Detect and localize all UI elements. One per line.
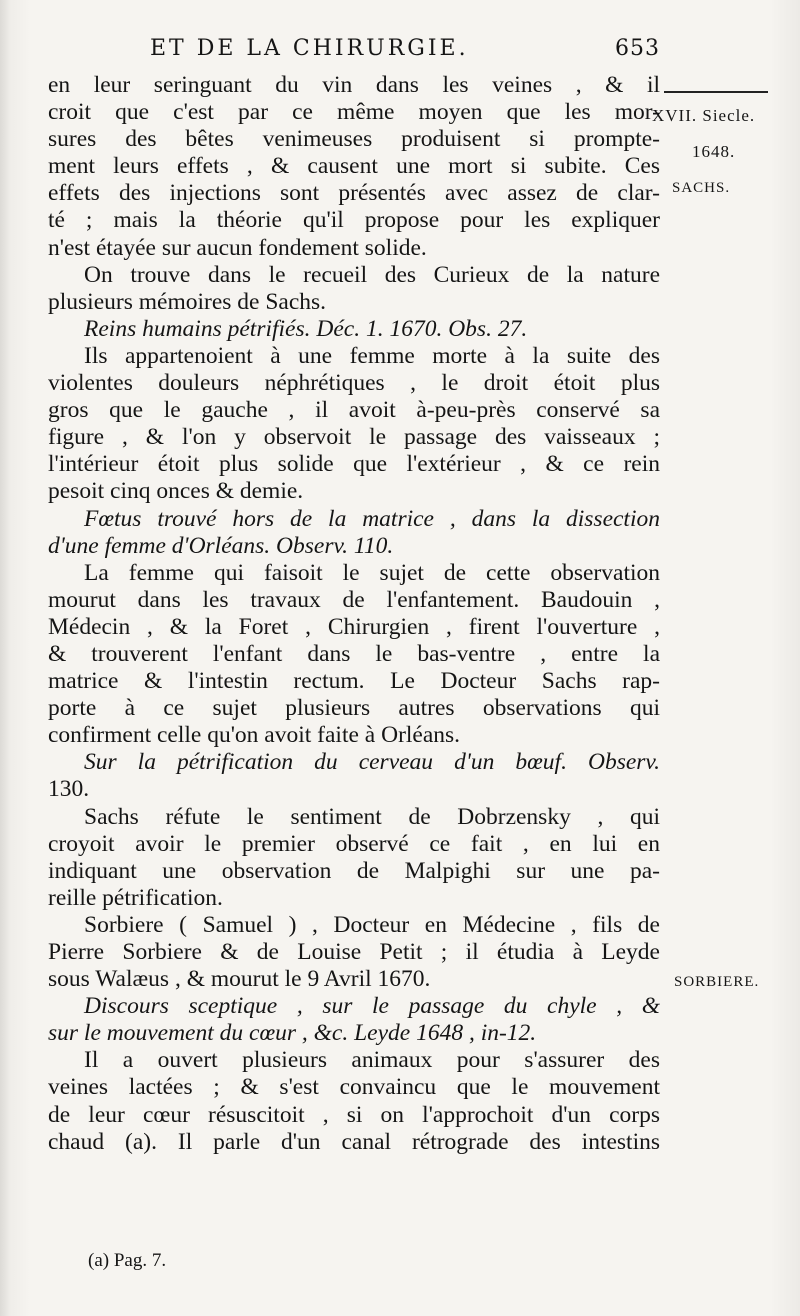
section-title: Fœtus trouvé hors de la matrice , dans la dissection	[84, 505, 660, 532]
text-line: plusieurs mémoires de Sachs.	[48, 288, 327, 315]
text-line: Pierre Sorbiere & de Louise Petit ; il étudia à Leyde	[48, 939, 660, 965]
text-line: La femme qui faisoit le sujet de cette observation	[84, 559, 660, 586]
margin-author-sachs: SACHS.	[672, 180, 731, 196]
body-text	[48, 72, 660, 1156]
text-line: en leur seringuant du vin dans les veines , & il	[48, 72, 660, 98]
text-line: n'est étayée sur aucun fondement solide.	[48, 234, 427, 261]
text-line: confirment celle qu'on avoit faite à Orléans.	[48, 722, 461, 749]
text-line: 130.	[48, 776, 90, 803]
section-title: sur le mouvement du cœur , &c. Leyde 1648 , in-12.	[48, 1020, 537, 1047]
section-title: Sur la pétrification du cerveau d'un bœuf. Observ.	[84, 749, 660, 776]
text-line: chaud (a). Il parle d'un canal rétrograde des intestins	[48, 1128, 660, 1155]
section-title: Reins humains pétrifiés. Déc. 1. 1670. Obs. 27.	[84, 315, 528, 342]
text-line: croyoit avoir le premier observé ce fait , en lui en	[48, 830, 660, 857]
text-line: té ; mais la théorie qu'il propose pour les expliquer	[48, 207, 660, 234]
text-line: mourut dans les travaux de l'enfantement. Baudouin ,	[48, 586, 660, 613]
margin-year: 1648.	[692, 142, 736, 161]
text-line: gros que le gauche , il avoit à-peu-près conservé sa	[48, 397, 660, 424]
margin-rule	[664, 91, 768, 93]
margin-author-sorbiere: SORBIERE.	[674, 974, 760, 990]
text-line: pesoit cinq onces & demie.	[48, 478, 304, 505]
text-line: Sorbiere ( Samuel ) , Docteur en Médecine , fils de	[84, 911, 660, 938]
text-line: matrice & l'intestin rectum. Le Docteur Sachs rap-	[48, 668, 660, 695]
text-line: effets des injections sont présentés avec assez de clar-	[48, 180, 660, 207]
text-line: indiquant une observation de Malpighi sur une pa-	[48, 857, 660, 884]
page-header	[150, 36, 670, 70]
text-line: Ils appartenoient à une femme morte à la suite des	[84, 342, 660, 369]
footnote: (a) Pag. 7.	[88, 1250, 167, 1271]
text-line: de leur cœur résuscitoit , si on l'approchoit d'un corps	[48, 1101, 660, 1128]
text-line: Il a ouvert plusieurs animaux pour s'assurer des	[84, 1047, 660, 1074]
text-line: veines lactées ; & s'est convaincu que le mouvement	[48, 1074, 660, 1101]
text-line: Sachs réfute le sentiment de Dobrzensky , qui	[84, 803, 660, 830]
text-line: croit que c'est par ce même moyen que les mor-	[48, 99, 660, 126]
text-line: sous Walæus , & mourut le 9 Avril 1670.	[48, 966, 431, 993]
page-number: 653	[615, 36, 660, 61]
text-line: l'intérieur étoit plus solide que l'extérieur , & ce rein	[48, 451, 660, 478]
text-line: violentes douleurs néphrétiques , le droit étoit plus	[48, 370, 660, 397]
text-line: ment leurs effets , & causent une mort si subite. Ces	[48, 153, 660, 180]
text-line: & trouverent l'enfant dans le bas-ventre , entre la	[48, 640, 660, 667]
text-line: reille pétrification.	[48, 884, 223, 911]
margin-century: XVII. Siecle.	[652, 106, 756, 125]
text-line: sures des bêtes venimeuses produisent si prompte-	[48, 126, 660, 153]
section-title: Discours sceptique , sur le passage du chyle , &	[84, 993, 660, 1020]
text-line: figure , & l'on y observoit le passage des vaisseaux ;	[48, 424, 660, 451]
section-title: d'une femme d'Orléans. Observ. 110.	[48, 532, 394, 559]
running-title: ET DE LA CHIRURGIE.	[150, 36, 469, 61]
text-line: On trouve dans le recueil des Curieux de la nature	[84, 261, 660, 288]
text-line: porte à ce sujet plusieurs autres observations qui	[48, 695, 660, 722]
text-line: Médecin , & la Foret , Chirurgien , firent l'ouverture ,	[48, 613, 660, 640]
